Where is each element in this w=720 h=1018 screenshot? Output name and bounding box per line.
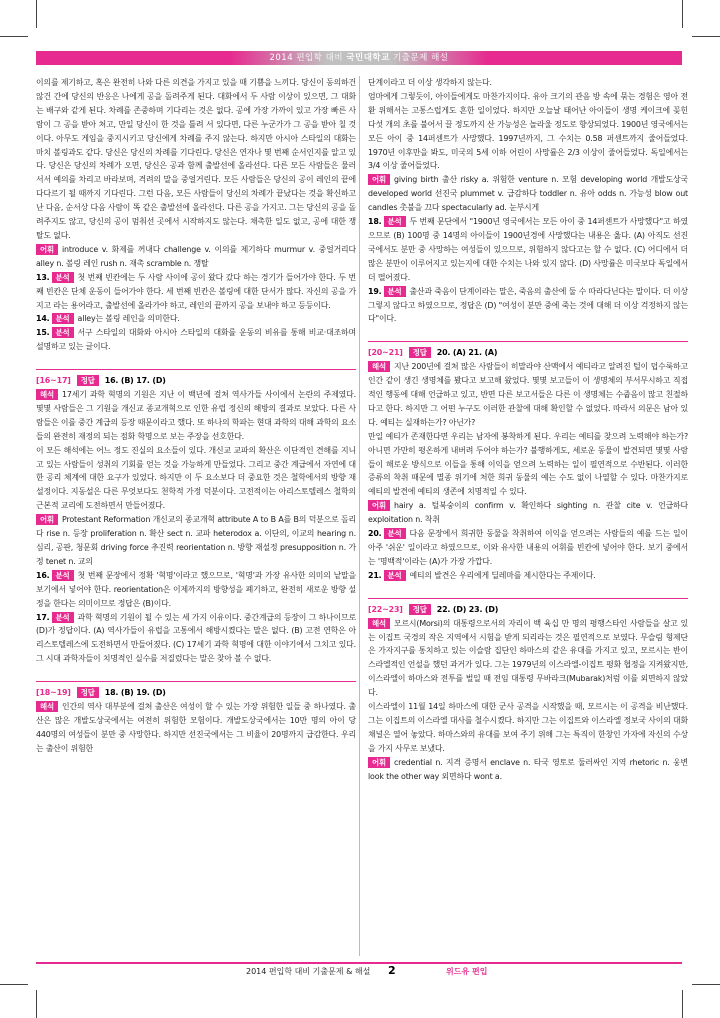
paragraph-text: 만일 예티가 존재한다면 우리는 남자에 봉착하게 된다. 우리는 예티를 찾으려 노력해야 하는가? 아니면 가만히 평온하게 내버려 두어야 하는가? 불행하게도, 세로운 동물이 발견되면 몇몇 사람들이 해로운 방식으로 이들을 통해 이익을 얻으려 노력하는 일이 필연적으로 수반된다. 이러한 증류의 착취 때문에 멸종 위기에 처한 희귀 동물의 예는 수도 없이 나열할 수 있다. 마찬가지로 예티의 발견에 예티의 생존에 치명적일 수 있다. <box>368 431 688 497</box>
vocab-text: hairy a. 털북숭이의 confirm v. 확인하다 sighting n. 관찰 cite v. 언급하다 exploitation n. 착취 <box>368 501 688 525</box>
answer-values: 22. (D) 23. (D) <box>436 604 499 614</box>
question-text: 서구 스타일의 대화와 아시아 스타일의 대화를 운동의 비유를 통해 비교·대조하며 설명하고 있는 글이다. <box>36 328 356 352</box>
question-block <box>36 312 356 326</box>
answer-values: 18. (B) 19. (D) <box>104 688 166 698</box>
vocab-tag: 어휘 <box>368 174 390 185</box>
paragraph <box>36 444 356 514</box>
question-number: 18. <box>368 217 382 227</box>
page-number: 2 <box>388 964 396 977</box>
question-number: 14. <box>36 314 50 324</box>
answer-label: 정답 <box>77 687 99 698</box>
vocab-tag: 어휘 <box>368 757 390 768</box>
footer <box>36 962 682 978</box>
answer-label: 정답 <box>409 347 431 358</box>
header-suffix: 기출문제 해설 <box>389 53 449 63</box>
section-tag: 분석 <box>52 313 74 324</box>
section-gap <box>36 354 356 365</box>
crop-mark <box>682 990 683 1018</box>
paragraph-text: 이스라엘이 11월 14일 하마스에 대한 군사 공격을 시작했을 때, 모르시는 이 공격을 비난했다. 그는 이집트의 이스라엘 대사를 철수시켰다. 하지만 그는 이집트와 이스라엘 정보국 사이의 대화 채널은 열어 놓았다. 하마스와의 유대를 보여 주기 위해 그는 특직이 한창인 가자에 자신의 수상을 가지 사무로 보냈다. <box>368 702 688 753</box>
question-number: 15. <box>36 328 50 338</box>
header-banner <box>36 51 682 65</box>
answer-label: 정답 <box>77 375 99 386</box>
question-block <box>36 700 356 756</box>
question-text: 첫 번째 빈칸에는 두 사람 사이에 공이 왔다 갔다 하는 경기가 들어가야 한다. 두 번째 빈칸은 단체 운동이 들어가야 한다. 세 번째 빈칸은 볼링에 대한 단서가 많다. 자신의 공을 가지고 라는 용어라고, 출발선에 올라가야 하고, 레인의 끝까지 공을 보내야 하고 등등이다. <box>36 272 356 310</box>
footer-brand: 위드유 편입 <box>446 967 488 976</box>
question-text: 모르시(Morsi)의 대통령으로서의 자리이 백 육십 만 명의 평행스타인 사람들을 살고 있는 이집트 국경의 작은 지역에서 시험을 받게 되리라는 것은 필연적으로 보였다. 무슬림 형제단은 가자지구를 통치하고 있는 이슬람 집단인 하마스의 같은 유대를 가지고 있고, 모르시는 반이스라엘적인 언설을 했던 과거가 있다. 그는 1979년의 이스라엘-이집트 평화 협정을 지켜왔지만, 이스라엘이 하마스와 전투를 벌일 때 전임 대통령 무바라크(Mubarak)처럼 이를 외면하지 않았다. <box>368 618 688 698</box>
paragraph <box>368 76 688 90</box>
answer-heading <box>36 369 356 388</box>
answer-values: 16. (B) 17. (D) <box>104 376 166 386</box>
crop-mark <box>36 0 37 28</box>
question-block <box>36 611 356 667</box>
question-text: 첫 번째 문장에서 정확 '혁명'이라고 했으므로, '혁명'과 가장 유사한 의미의 낱말을 보기에서 넣어야 한다. reorientation은 이제까지의 방향성을 폐기하고, 완전히 새로운 방향 설정을 한다는 의미이므로 정답은 (B)이다. <box>36 570 356 608</box>
question-text: 과학 혁명의 기원이 될 수 있는 세 가지 이유이다. 중간계급의 등장이 그 하나이므로 (D)가 정답이다. (A) 역사가들이 유럽을 고통에서 해방시켰다는 말은 없다. (B) 고전 연학은 아리스토텔레스에 도전하면서 만들어졌다. (C) 17세기 과학 혁명에 대한 이야기에서 그치고 있다. 그 시대 과학자들이 치명적인 실수를 저질렀다는 말은 찾아 볼 수 없다. <box>36 612 356 664</box>
vocab-tag: 어휘 <box>36 514 58 525</box>
answer-heading <box>36 681 356 700</box>
question-text: 지난 200년에 걸쳐 많은 사람들이 히말라야 산맥에서 예티라고 알려진 털이 덥수룩하고 인간 같이 생긴 생명체를 봤다고 보고해 왔었다. 몇몇 보고들이 이 생명체의 부서무시하고 직접적인 행동에 대해 언급하고 있고, 반면 다른 보고서들은 다른 이 생명체는 수줍음이 많고 친절하다고 한다. 하지만 그 어떤 누구도 이러한 관찰에 대해 확인할 수 없었다. 따라서 의문은 남아 있다. 예티는 실재하는가? 아닌가? <box>368 362 688 427</box>
section-tag: 분석 <box>384 528 406 539</box>
question-range: [20~21] <box>368 348 403 358</box>
vocab-text: introduce v. 화제를 꺼내다 challenge v. 이의를 제기하다 murmur v. 중얼거리다 alley n. 볼링 레인 rush n. 재촉 scramble n. 쟁탈 <box>36 244 356 268</box>
vocabulary-block <box>368 499 688 527</box>
answer-values: 20. (A) 21. (A) <box>436 348 498 358</box>
question-number: 17. <box>36 612 50 622</box>
crop-mark <box>692 36 720 37</box>
question-text: 다음 문장에서 희귀한 동물을 착취하여 이익을 얻으려는 사람들의 예를 드는 일이 아주 '쉬운' 일이라고 하였으므로, 이와 유사한 내용의 어휘를 빈칸에 넣어야 한다. 보기 중에서는 '명백적'이라는 (A)가 가장 가깝다. <box>368 529 688 566</box>
answer-label: 정답 <box>409 604 431 615</box>
vocabulary-block <box>368 756 688 784</box>
question-block <box>368 527 688 569</box>
question-block <box>368 360 688 430</box>
section-tag: 해석 <box>368 361 390 372</box>
question-number: 19. <box>368 286 382 296</box>
section-gap <box>368 583 688 594</box>
crop-mark <box>692 984 720 985</box>
section-tag: 분석 <box>384 286 406 297</box>
paragraph-text: 엄마에게 그렇듯이, 아이들에게도 마찬가지이다. 유아 크기의 관음 방 속에 묶는 경험은 영아 전환 위해서는 고통스럽게도 흔한 일이었다. 하지만 오늘날 태어난 아이들이 생명 케이크에 꽂힌 다섯 개의 초를 불어서 끌 정도까지 산 가능성은 놀라울 정도로 향상되었다. 1900년 영국에서는 모든 아이 중 14퍼센트가 사망했다. 1997년까지, 그 수치는 0.58 퍼센트까지 줄어들었다. 1970년 이후만을 봐도, 미국의 5세 이하 어린이 사망률은 2/3 이상이 줄어들었다. 독일에서는 3/4 이상 줄어들었다. <box>368 91 688 171</box>
section-tag: 분석 <box>384 570 406 581</box>
section-tag: 분석 <box>52 327 74 338</box>
right-column <box>368 76 688 784</box>
question-range: [18~19] <box>36 688 71 698</box>
header-title <box>36 51 682 65</box>
section-tag: 분석 <box>52 570 74 581</box>
vocab-text: giving birth 출산 risky a. 위험한 venture n. 모험 developing world 개발도상국 developed world 선진국 plummet v. 급감하다 toddler n. 유아 odds n. 가능성 blow out candles 촛불을 끄다 spectacularly ad. 눈부시게 <box>368 175 688 213</box>
paragraph-text: 단계이라고 더 이상 생각하지 않는다. <box>368 78 492 87</box>
question-number: 21. <box>368 570 382 580</box>
question-block <box>36 326 356 354</box>
header-school: 국민대학교 <box>346 53 390 63</box>
question-number: 16. <box>36 570 50 580</box>
vocabulary-block <box>36 243 356 271</box>
crop-mark <box>682 0 683 28</box>
vocab-text: Protestant Reformation 개신교의 종교개혁 attribute A to B A를 B의 덕분으로 돌리다 rise n. 등장 proliferation n. 확산 sect n. 교파 heterodox a. 이단의, 이교의 hearing n. 심리, 공판, 청문회 driving force 추진력 reorientation n. 방향 재설정 presupposition n. 가정 tenet n. 교의 <box>36 515 356 566</box>
paragraph <box>368 700 688 756</box>
left-column <box>36 76 356 756</box>
question-number: 13. <box>36 272 50 282</box>
crop-mark <box>36 990 37 1018</box>
vocab-tag: 어휘 <box>36 244 58 255</box>
question-text: 예티의 발견은 우리에게 딜레마를 제시한다는 주제이다. <box>409 570 596 580</box>
question-text: 17세기 과학 혁명의 기원은 지난 이 백년에 걸쳐 역사가들 사이에서 논란의 주제였다. 몇몇 사람들은 그 기원을 개신교 종교개혁으로 인한 유럽 정신의 해방의 결과로 보았다. 다른 사람들은 이를 중간 계급의 등장 때문이라고 했다. 또 하나의 학파는 현대 과학의 대해 과학의 요소들의 완전히 재정의 되는 점화 학명으로 보는 주장을 선호한다. <box>36 390 356 441</box>
section-gap <box>36 666 356 677</box>
section-tag: 분석 <box>384 216 406 227</box>
question-block <box>36 271 356 313</box>
section-tag: 분석 <box>52 612 74 623</box>
paragraph-text: 이의를 제기하고, 혹은 완전히 나와 다른 의견을 가지고 있을 때 기쁨을 느끼다. 당신이 동의하건 않건 간에 당신의 반응은 나에게 공을 돌려주게 된다. 대화에서 두 사람 이상이 있으면, 그 대화는 배구와 같게 된다. 차례를 존중하며 기다리는 것은 없다. 공에 가장 가까이 있고 가장 빠른 사람이 그 공을 받아 쳐고, 만일 당신이 한 것을 틀려 서 있다면, 다른 누군가가 그 공을 받아 칠 것이다. 아무도 게임을 중지시키고 당신에게 차례를 주지 않는다. 하지만 아시아 스타일의 대화는 마치 볼링과도 같다. 당신은 당신의 차례를 기다린다. 당신은 연자나 몇 번째 순서인지를 알고 있다. 당신은 당신의 차례가 오면, 당신은 공과 함께 출발선에 올라선다. 다른 모든 사람들은 물러서서 예의를 차리고 바라보며, 격려의 말을 중얼거린다. 모든 사람들은 당신의 공이 레인의 끝에 다다르기 될 때까지 기다린다. 그런 다음, 모든 사람들이 당신의 차례가 끝났다는 것을 확신하고 난 다음, 순서상 다음 사람이 똑 같은 출발선에 올라선다. 다른 공을 가지고. 그는 당신의 공을 돌려주지도 않고, 당신의 공이 멈춰선 곳에서 시작하지도 않는다. 채촉한 일도 없고, 공에 대한 쟁탈도 없다. <box>36 78 356 240</box>
paragraph-text: 이 모든 해석에는 어느 정도 진실의 요소들이 있다. 개신교 교파의 확산은 이단적인 견해를 지니고 있는 사람들이 성취의 기회를 얻는 것을 가능하게 만들었다. 그리고 중간 계급에서 자연에 대한 공리 체계에 대한 요구가 있었다. 하지만 이 두 요소보다 더 중요한 것은 철학에서의 방향 재설정이다. 지동설은 다른 무엇보다도 천학적 가정 덕분이다. 고전적이는 아리스토텔레스 철학의 근본적 교리에 도전하면서 만들어졌다. <box>36 445 356 511</box>
section-tag: 해석 <box>36 701 58 712</box>
paragraph <box>368 90 688 173</box>
vocabulary-block <box>368 173 688 215</box>
question-range: [16~17] <box>36 376 71 386</box>
question-block <box>36 569 356 611</box>
vocab-tag: 어휘 <box>368 500 390 511</box>
answer-heading <box>368 598 688 617</box>
question-range: [22~23] <box>368 604 403 614</box>
header-prefix: 2014 편입학 대비 <box>269 53 347 63</box>
column-divider <box>359 76 360 956</box>
question-text: 출산과 죽음이 단계이라는 말은, 죽음의 출산에 둘 수 따라다닌다는 말이다. 더 이상 그렇지 않다고 하였으므로, 정답은 (D) "여성이 분만 중에 죽는 것에 대해 더 이상 걱정하지 않는다"이다. <box>368 286 688 324</box>
crop-mark <box>0 984 28 985</box>
section-tag: 해석 <box>368 618 390 629</box>
section-gap <box>368 326 688 337</box>
section-tag: 해석 <box>36 389 58 400</box>
crop-mark <box>0 36 28 37</box>
question-block <box>368 285 688 327</box>
question-text: 두 번째 문단에서 "1900년 영국에서는 모든 아이 중 14퍼센트가 사망했다"고 하였으므로 (B) 100명 중 14명의 아이들이 1900년경에 사망했다는 내용은 옳다. (A) 아직도 선진국에서도 분만 중 사망하는 여성들이 있으므로, 위험하지 않다고는 할 수 없다. (C) 어디에서 더 많은 분만이 이루어지고 있는지에 대한 수치는 나와 있지 않다. (D) 사망률은 미국보다 독일에서 더 떨어졌다. <box>368 217 688 282</box>
paragraph <box>36 76 356 243</box>
question-text: 인간의 역사 대부분에 걸쳐 출산은 여성이 할 수 있는 가장 위험한 일들 중 하나였다. 출산은 많은 개발도상국에서는 여전히 위험한 모험이다. 개발도상국에서는 10만 명의 아이 당 440명의 여성들이 분만 중 사망한다. 하지만 선진국에서는 그 비율이 20명까지 급감한다. 우리는 출산이 위험한 <box>36 702 356 753</box>
question-block <box>368 569 688 583</box>
footer-title: 2014 편입학 대비 기출문제 & 해설 <box>246 967 371 976</box>
question-text: alley는 볼링 레인을 의미한다. <box>77 314 180 324</box>
question-block <box>36 388 356 444</box>
section-tag: 분석 <box>52 272 74 283</box>
question-block <box>368 617 688 700</box>
vocabulary-block <box>36 513 356 569</box>
question-number: 20. <box>368 529 382 539</box>
question-block <box>368 215 688 285</box>
paragraph <box>368 430 688 500</box>
vocab-text: credential n. 지격 증명서 enclave n. 타국 영토로 둘러싸인 지역 rhetoric n. 웅변 look the other way 외면하다 wont a. <box>368 757 688 781</box>
answer-heading <box>368 341 688 360</box>
